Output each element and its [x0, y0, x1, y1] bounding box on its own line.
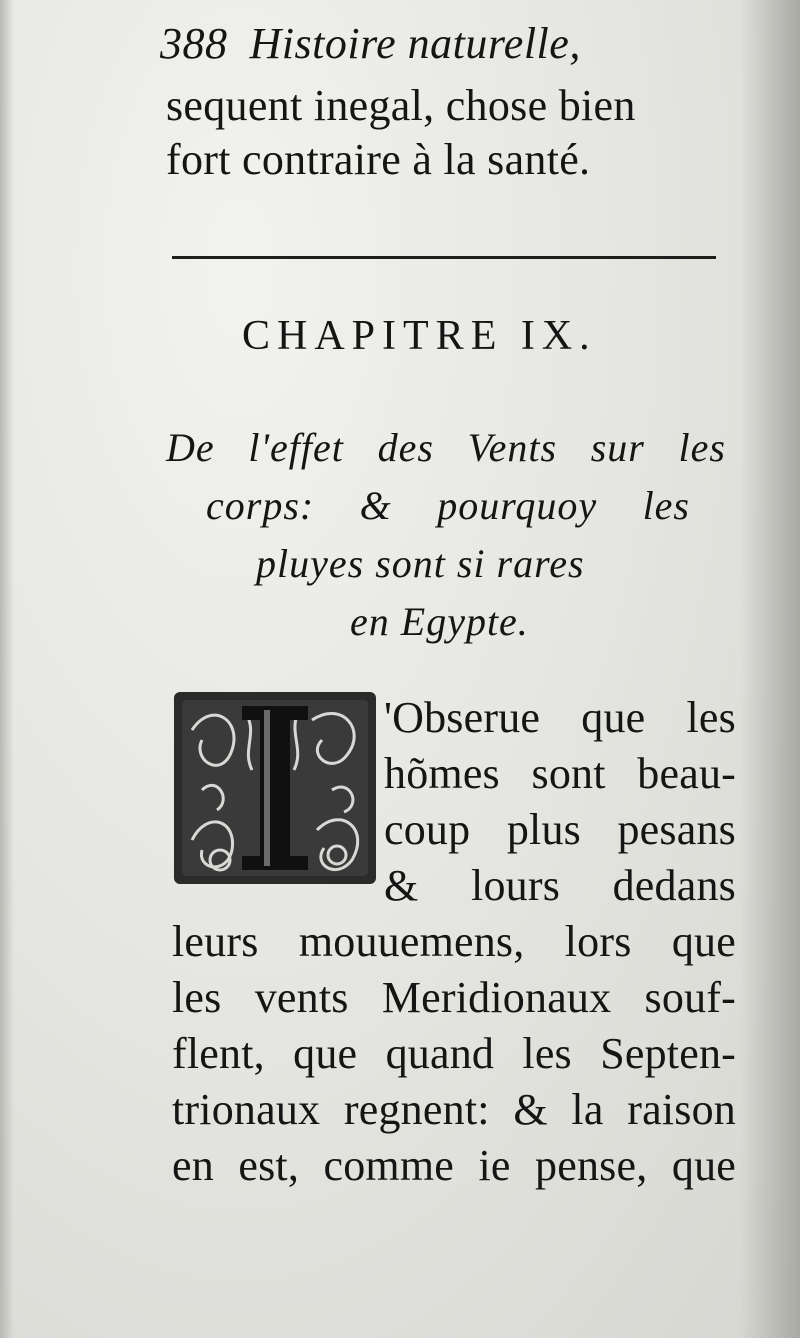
chapter-subtitle-line: De l'effet des Vents sur les	[166, 425, 726, 470]
body-line: 'Obserue que les	[384, 693, 736, 742]
carryover-line: fort contraire à la santé.	[166, 135, 591, 184]
page-number: 388	[160, 19, 228, 68]
page-edge-shadow-left	[0, 0, 14, 1338]
body-line: leurs mouuemens, lors que	[172, 917, 736, 966]
initial-letter: I	[274, 810, 276, 811]
ornamental-initial-image	[172, 690, 378, 886]
body-line: hõmes sont beau-	[384, 749, 736, 798]
running-head	[160, 18, 581, 69]
body-line: & lours dedans	[384, 861, 736, 910]
page-edge-shadow-right	[740, 0, 800, 1338]
chapter-subtitle-line: en Egypte.	[350, 599, 529, 644]
body-line: en est, comme ie pense, que	[172, 1141, 736, 1190]
running-title: Histoire naturelle,	[249, 19, 581, 68]
chapter-subtitle-line: pluyes sont si rares	[256, 541, 585, 586]
carryover-line: sequent inegal, chose bien	[166, 81, 636, 130]
body-line: coup plus pesans	[384, 805, 736, 854]
chapter-heading: CHAPITRE IX.	[242, 313, 597, 359]
body-line: trionaux regnent: & la raison	[172, 1085, 736, 1134]
body-line: les vents Meridionaux souf-	[172, 973, 736, 1022]
chapter-subtitle-line: corps: & pourquoy les	[206, 483, 690, 528]
section-rule	[172, 256, 716, 259]
body-line: flent, que quand les Septen-	[172, 1029, 736, 1078]
decorated-initial	[172, 690, 378, 886]
